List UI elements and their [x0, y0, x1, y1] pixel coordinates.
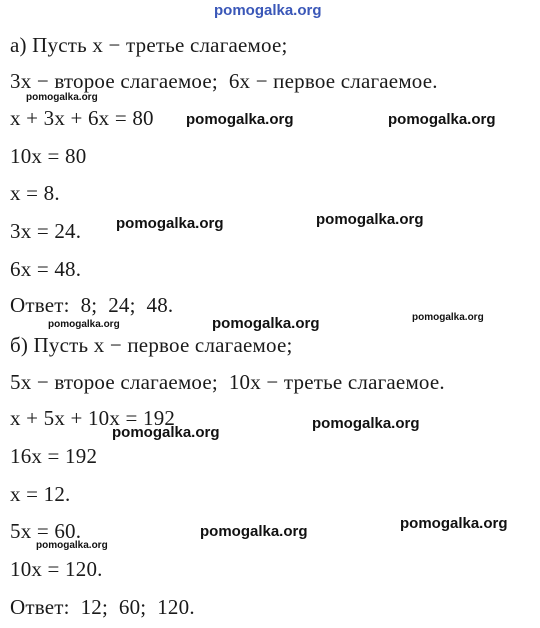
part-b-terms: 5x − второе слагаемое; 10x − третье слагаемое.: [10, 370, 445, 394]
part-b-step-4: 5x = 60.: [10, 519, 82, 543]
part-a-step-2: 10x = 80: [10, 144, 87, 168]
watermark: pomogalka.org: [26, 92, 98, 103]
part-b-step-2: 16x = 192: [10, 444, 98, 468]
part-b-step-5: 10x = 120.: [10, 557, 103, 581]
watermark: pomogalka.org: [200, 523, 308, 540]
watermark: pomogalka.org: [36, 540, 108, 551]
watermark: pomogalka.org: [412, 312, 484, 323]
part-a-terms: 3x − второе слагаемое; 6x − первое слагаемое.: [10, 69, 438, 93]
watermark-top: pomogalka.org: [214, 2, 322, 19]
watermark: pomogalka.org: [186, 111, 294, 128]
watermark: pomogalka.org: [388, 111, 496, 128]
watermark: pomogalka.org: [48, 319, 120, 330]
watermark: pomogalka.org: [112, 424, 220, 441]
part-a-step-5: 6x = 48.: [10, 257, 82, 281]
part-a-step-1: x + 3x + 6x = 80: [10, 106, 154, 130]
part-b-intro: б) Пусть x − первое слагаемое;: [10, 333, 293, 357]
part-a-answer: Ответ: 8; 24; 48.: [10, 293, 174, 317]
watermark: pomogalka.org: [312, 415, 420, 432]
part-a-step-4: 3x = 24.: [10, 219, 82, 243]
watermark: pomogalka.org: [212, 315, 320, 332]
part-a-intro: а) Пусть x − третье слагаемое;: [10, 33, 288, 57]
part-b-step-3: x = 12.: [10, 482, 71, 506]
watermark: pomogalka.org: [400, 515, 508, 532]
part-b-step-1: x + 5x + 10x = 192: [10, 406, 176, 430]
watermark: pomogalka.org: [316, 211, 424, 228]
part-a-step-3: x = 8.: [10, 181, 60, 205]
watermark: pomogalka.org: [116, 215, 224, 232]
part-b-answer: Ответ: 12; 60; 120.: [10, 595, 195, 619]
